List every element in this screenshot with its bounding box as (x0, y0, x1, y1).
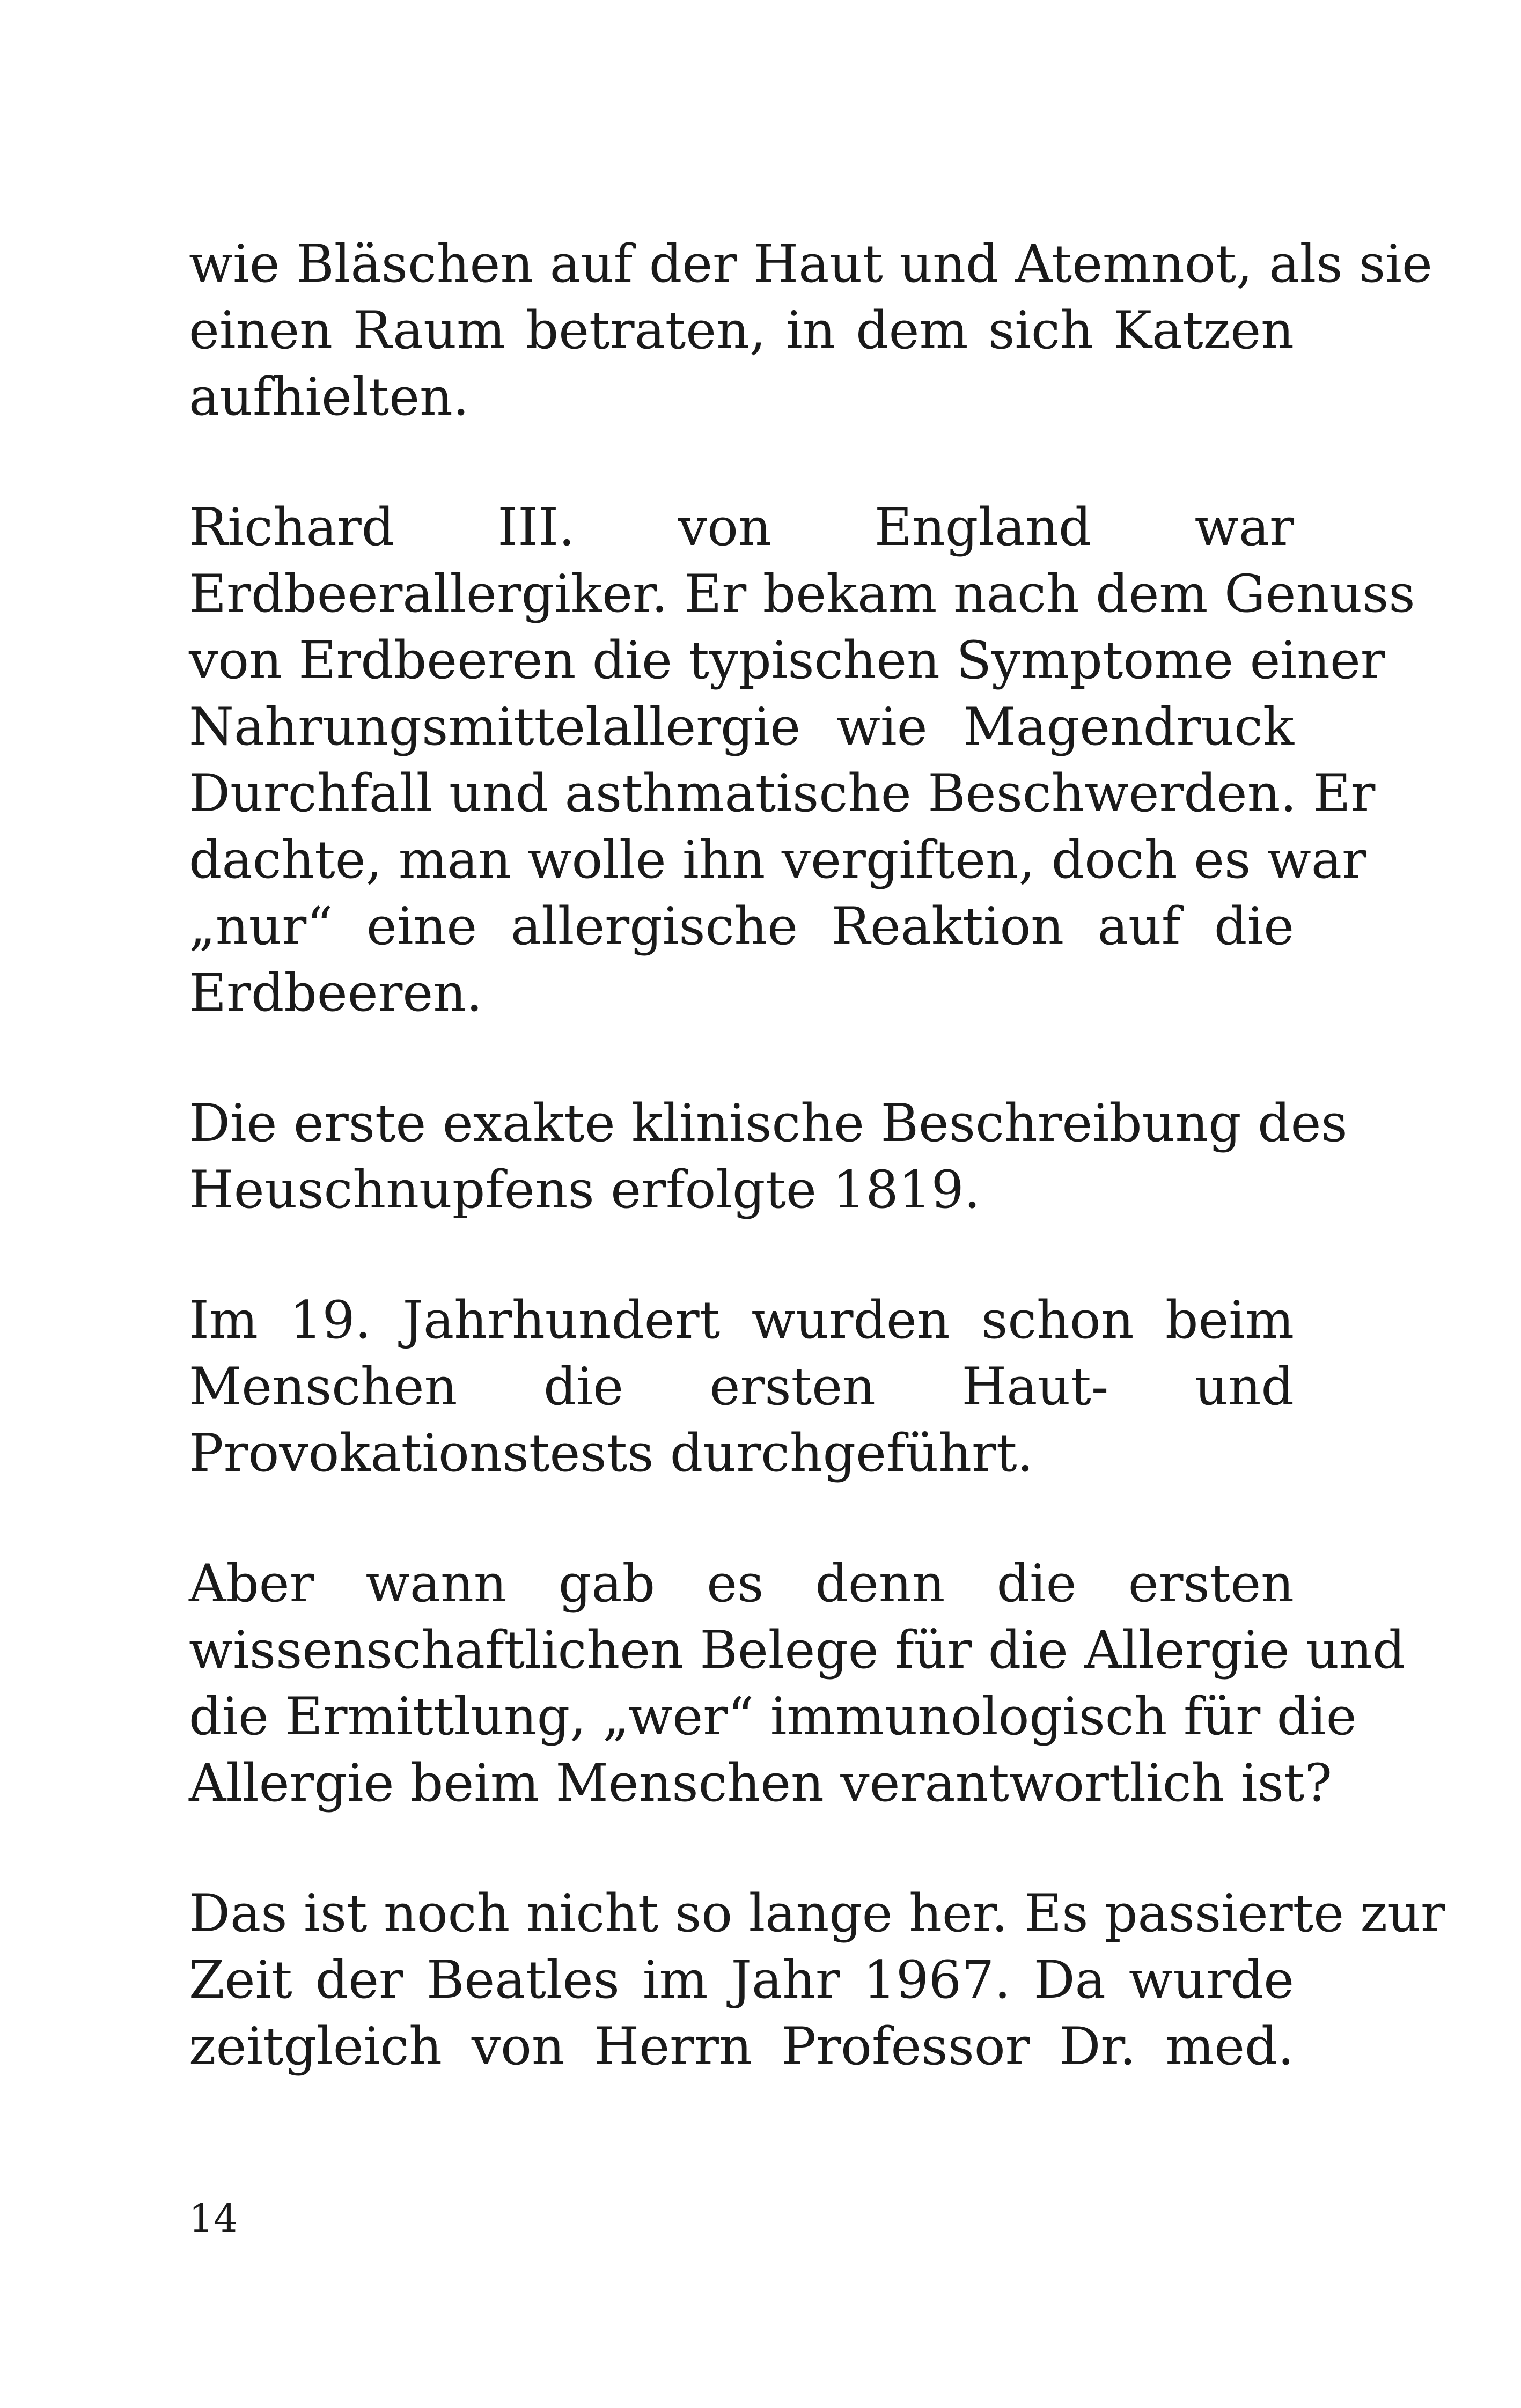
text-line: Richard III. von England war (189, 497, 1294, 557)
text-line: Durchfall und asthmatische Beschwerden. Er (189, 763, 1376, 823)
paragraph-hay-fever (189, 1090, 1348, 1223)
page-number: 14 (189, 2196, 238, 2241)
text-line: Menschen die ersten Haut- und (189, 1357, 1294, 1417)
text-line: Zeit der Beatles im Jahr 1967. Da wurde (189, 1950, 1294, 2010)
text-line: Das ist noch nicht so lange her. Es passierte zur (189, 1883, 1445, 1943)
text-line: Heuschnupfens erfolgte 1819. (189, 1160, 981, 1220)
text-line: Im 19. Jahrhundert wurden schon beim (189, 1290, 1294, 1350)
text-line: aufhielten. (189, 367, 469, 427)
text-line: Erdbeerallergiker. Er bekam nach dem Genuss (189, 564, 1415, 624)
text-line: Provokationstests durchgeführt. (189, 1423, 1034, 1483)
text-line: wie Bläschen auf der Haut und Atemnot, als sie (189, 234, 1432, 294)
text-line: von Erdbeeren die typischen Symptome einer (189, 630, 1385, 690)
text-line: Die erste exakte klinische Beschreibung des (189, 1093, 1348, 1153)
paragraph-19th-century (189, 1287, 1294, 1486)
text-line: die Ermittlung, „wer“ immunologisch für die (189, 1687, 1357, 1747)
paragraph-richard-iii (189, 494, 1415, 1026)
text-line: Aber wann gab es denn die ersten (189, 1553, 1294, 1614)
paragraph-cat-allergy (189, 231, 1432, 430)
text-line: wissenschaftlichen Belege für die Allergie und (189, 1620, 1406, 1680)
text-line: Nahrungsmittelallergie wie Magendruck (189, 697, 1294, 757)
paragraph-1967 (189, 1880, 1445, 2080)
text-line: „nur“ eine allergische Reaktion auf die (189, 896, 1294, 956)
body-text (189, 231, 1445, 2144)
text-line: einen Raum betraten, in dem sich Katzen (189, 300, 1294, 360)
paragraph-question (189, 1550, 1406, 1816)
text-line: dachte, man wolle ihn vergiften, doch es war (189, 830, 1367, 890)
text-line: Allergie beim Menschen verantwortlich ist? (189, 1753, 1332, 1813)
text-line: zeitgleich von Herrn Professor Dr. med. (189, 2016, 1294, 2076)
text-line: Erdbeeren. (189, 963, 483, 1023)
